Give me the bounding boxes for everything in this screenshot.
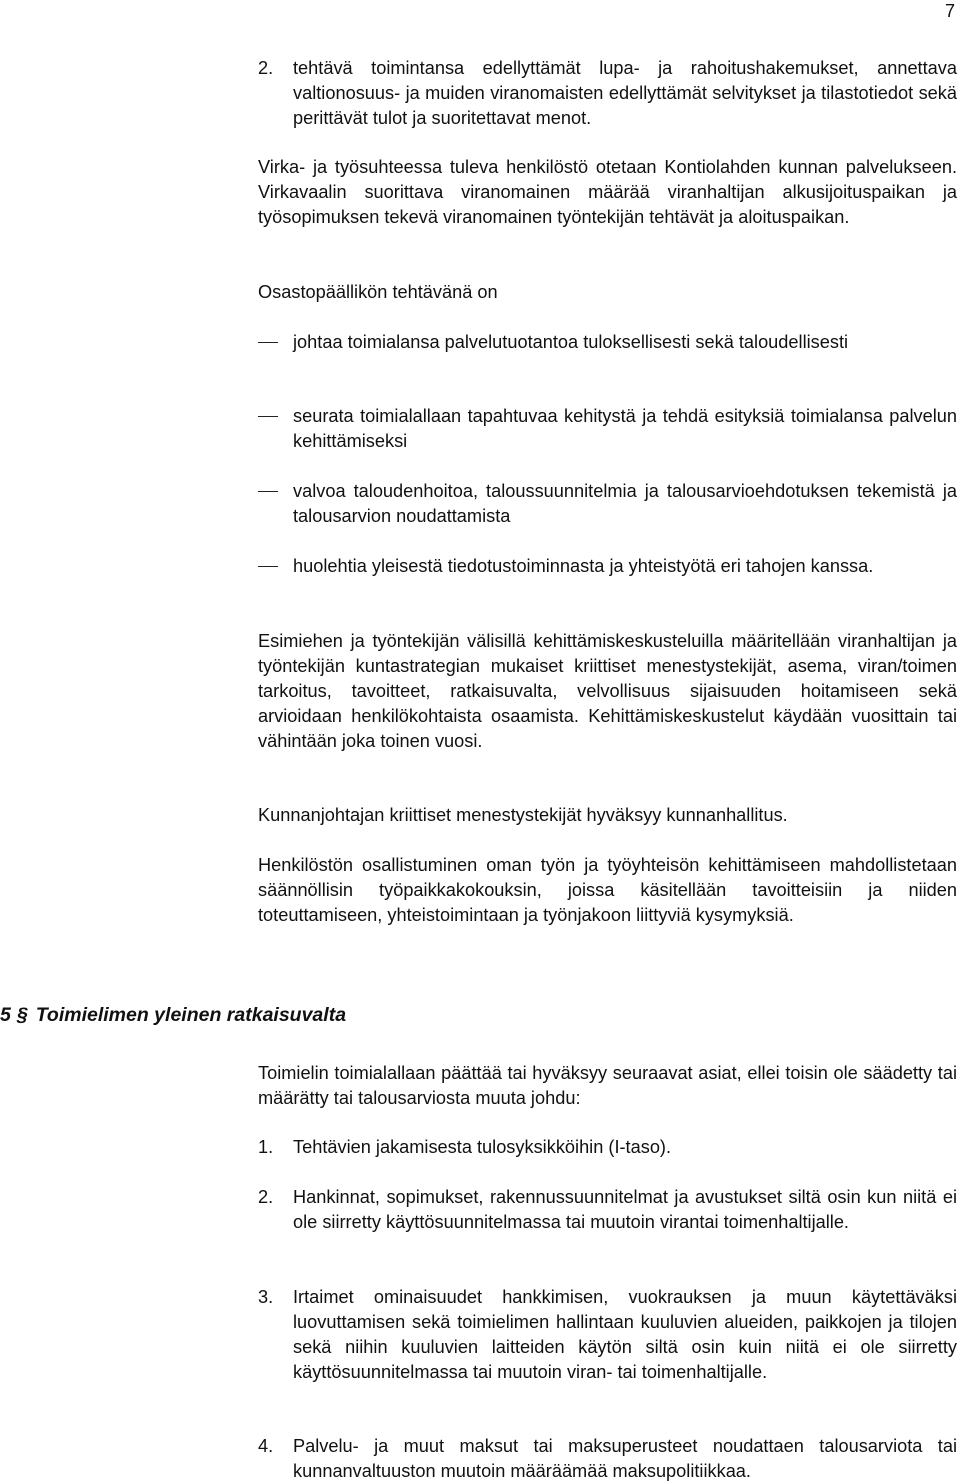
duty-item xyxy=(258,479,957,529)
paragraph-kunnanjohtaja: Kunnanjohtajan kriittiset menestystekijät hyväksyy kunnanhallitus. xyxy=(258,805,788,825)
list-item-number: 3. xyxy=(258,1287,274,1307)
list-item-2-tasks xyxy=(258,56,957,131)
list-item-number: 1. xyxy=(258,1137,274,1157)
dash-bullet xyxy=(258,342,278,343)
paragraph-virka: Virka- ja työsuhteessa tuleva henkilöstö otetaan Kontiolahden kunnan palvelukseen. Virkavaalin suorittava viranomainen määrää viranhaltijan alkusijoituspaikan ja työsopimuksen tekevä viranomainen työntekijän tehtävät ja aloituspaikan. xyxy=(258,157,957,227)
paragraph-henkilosto: Henkilöstön osallistuminen oman työn ja työyhteisön kehittämiseen mahdollistetaan säännöllisin työpaikkakokouksin, joissa käsitellään tavoitteisiin ja niiden toteuttamiseen, yhteistoimintaan ja työnjakoon liittyviä kysymyksiä. xyxy=(258,855,957,925)
paragraph-esimies: Esimiehen ja työntekijän välisillä kehittämiskeskusteluilla määritellään viranhaltijan ja työntekijän kuntastrategian mukaiset kriittiset menestystekijät, asema, viran/toimen tarkoitus, tavoitteet, ratkaisuvalta, velvollisuus sijaisuuden hoitamiseen sekä arvioidaan henkilökohtaista osaamista. Kehittämiskeskustelut käydään vuosittain tai vähintään joka toinen vuosi. xyxy=(258,631,957,751)
duty-text: valvoa taloudenhoitoa, taloussuunnitelmia ja talousarvioehdotuksen tekemistä ja talousarvion noudattamista xyxy=(293,481,957,526)
dash-bullet xyxy=(258,416,278,417)
list-item-number: 2. xyxy=(258,58,274,78)
list-item-number: 4. xyxy=(258,1436,274,1456)
list-item-text: Palvelu- ja muut maksut tai maksuperusteet noudattaen talousarviota tai kunnanvaltuuston muutoin määräämää maksupolitiikkaa. xyxy=(293,1436,957,1481)
duty-text: huolehtia yleisestä tiedotustoiminnasta ja yhteistyötä eri tahojen kanssa. xyxy=(293,556,874,576)
duty-item xyxy=(258,554,957,579)
section-number: 5 xyxy=(0,1004,11,1026)
section-title: Toimielimen yleinen ratkaisuvalta xyxy=(35,1004,347,1026)
dash-bullet xyxy=(258,566,278,567)
authority-list-item xyxy=(258,1135,957,1160)
duty-item xyxy=(258,330,957,355)
section-heading xyxy=(0,1002,346,1028)
duty-item xyxy=(258,404,957,454)
paragraph-intro: Osastopäällikön tehtävänä on xyxy=(258,282,498,302)
list-item-number: 2. xyxy=(258,1187,274,1207)
section-sign: § xyxy=(16,1004,28,1026)
duty-text: johtaa toimialansa palvelutuotantoa tuloksellisesti sekä taloudellisesti xyxy=(293,332,849,352)
list-item-text: tehtävä toimintansa edellyttämät lupa- ja rahoitushakemukset, annettava valtionosuus- ja muiden viranomaisten edellyttämät selvitykset ja tilastotiedot sekä perittävät tulot ja suoritettavat menot. xyxy=(293,58,957,128)
authority-list-item xyxy=(258,1185,957,1235)
list-item-text: Tehtävien jakamisesta tulosyksikköihin (I-taso). xyxy=(293,1137,672,1157)
paragraph-toimielin: Toimielin toimialallaan päättää tai hyväksyy seuraavat asiat, ellei toisin ole säädetty tai määrätty tai talousarviosta muuta johdu: xyxy=(258,1063,957,1108)
duty-text: seurata toimialallaan tapahtuvaa kehitystä ja tehdä esityksiä toimialansa palvelun kehittämiseksi xyxy=(293,406,957,451)
list-item-text: Irtaimet ominaisuudet hankkimisen, vuokrauksen ja muun käytettäväksi luovuttamisen sekä toimielimen hallintaan kuuluvien alueiden, paikkojen ja tilojen sekä niihin kuuluvien laitteiden käytön siltä osin kuin niitä ei ole siirretty käyttösuunnitelmassa tai muutoin viran- tai toimenhaltijalle. xyxy=(293,1287,957,1382)
list-item-text: Hankinnat, sopimukset, rakennussuunnitelmat ja avustukset siltä osin kun niitä ei ole siirretty käyttösuunnitelmassa tai muutoin virantai toimenhaltijalle. xyxy=(293,1187,957,1232)
authority-list-item xyxy=(258,1434,957,1484)
dash-bullet xyxy=(258,491,278,492)
authority-list-item xyxy=(258,1285,957,1385)
page-number: 7 xyxy=(944,1,955,21)
